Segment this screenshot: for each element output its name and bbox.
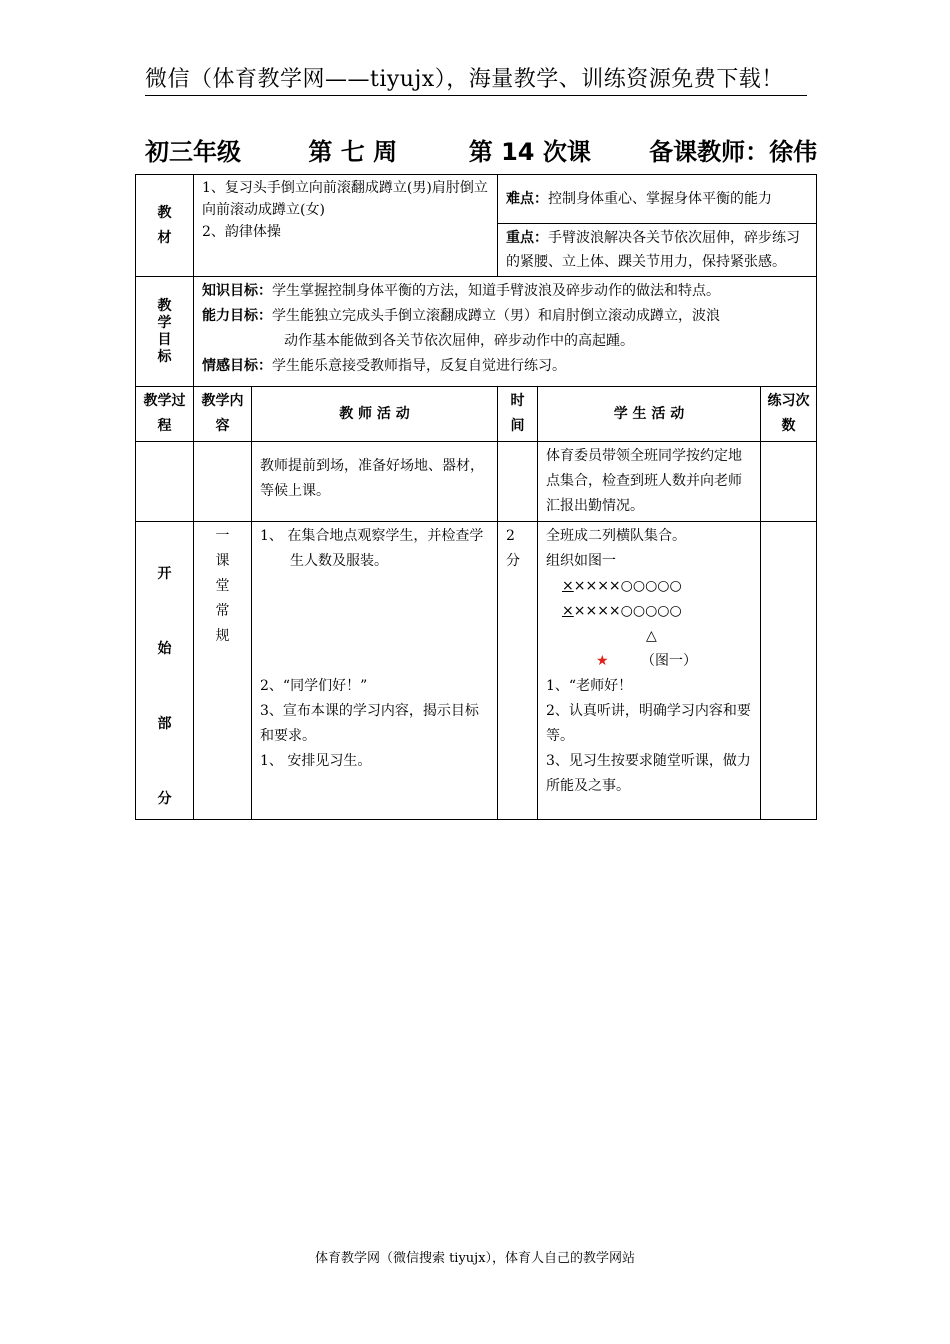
difficulty: 难点：控制身体重心、掌握身体平衡的能力 — [498, 175, 817, 224]
col-content: 教学内容 — [194, 387, 252, 442]
week: 第 七 周 — [308, 138, 398, 166]
lesson-number: 第 14 次课 — [468, 138, 591, 166]
teacher-name: 备课教师：徐伟 — [649, 138, 818, 166]
prep-time — [498, 442, 538, 522]
start-content: 一 课 堂 常 规 — [194, 522, 252, 820]
star-icon: ★ — [596, 653, 609, 669]
teacher-triangle: △ — [646, 628, 657, 644]
goals-label: 教 学 目 标 — [136, 277, 194, 387]
grade: 初三年级 — [145, 138, 241, 166]
prep-teacher: 教师提前到场，准备好场地、器材，等候上课。 — [252, 442, 498, 522]
col-teacher: 教 师 活 动 — [252, 387, 498, 442]
start-teacher: 1、 在集合地点观察学生，并检查学生人数及服装。 2、“同学们好！” 3、宣布本课的学习内容，揭示目标和要求。 1、 安排见习生。 — [252, 522, 498, 820]
material-label: 教 材 — [136, 175, 194, 277]
col-time: 时间 — [498, 387, 538, 442]
start-practice — [761, 522, 817, 820]
start-time: 2 分 — [498, 522, 538, 820]
material-content: 1、复习头手倒立向前滚翻成蹲立(男)肩肘倒立向前滚动成蹲立(女) 2、韵律体操 — [194, 175, 498, 277]
goals-content: 知识目标：学生掌握控制身体平衡的方法，知道手臂波浪及碎步动作的做法和特点。 能力目标：学生能独立完成头手倒立滚翻成蹲立（男）和肩肘倒立滚动成蹲立，波浪 动作基本能做到各关节依次屈伸，碎步动作中的高起踵。 情感目标：学生能乐意接受教师指导，反复自觉进行练习。 — [194, 277, 817, 387]
figure-caption-line: ★ （图一） — [596, 653, 698, 669]
key-points: 重点：手臂波浪解决各关节依次屈伸，碎步练习的紧腰、立上体、踝关节用力，保持紧张感。 — [498, 224, 817, 277]
formation-row-1: ×××××○○○○○ — [562, 578, 682, 594]
prep-practice — [761, 442, 817, 522]
page-footer: 体育教学网（微信搜索 tiyujx），体育人自己的教学网站 — [314, 1251, 636, 1266]
page-header: 微信（体育教学网——tiyujx），海量教学、训练资源免费下载！ — [145, 62, 807, 96]
start-process: 开 始 部 分 — [136, 522, 194, 820]
prep-student: 体育委员带领全班同学按约定地点集合，检查到班人数并向老师汇报出勤情况。 — [538, 442, 761, 522]
col-student: 学 生 活 动 — [538, 387, 761, 442]
start-student: 全班成二列横队集合。 组织如图一 ×××××○○○○○ ×××××○○○○○ △ ★ （图一） 1、“老师好！ 2、认真听讲，明确学习内容和要等。 3、见习生按要求随堂听课，做力所能及之事。 — [538, 522, 761, 820]
lesson-plan-table — [135, 174, 817, 820]
col-practice: 练习次数 — [761, 387, 817, 442]
formation-row-2: ×××××○○○○○ — [562, 603, 682, 619]
prep-content — [194, 442, 252, 522]
col-process: 教学过程 — [136, 387, 194, 442]
prep-process — [136, 442, 194, 522]
lesson-title — [145, 132, 818, 167]
